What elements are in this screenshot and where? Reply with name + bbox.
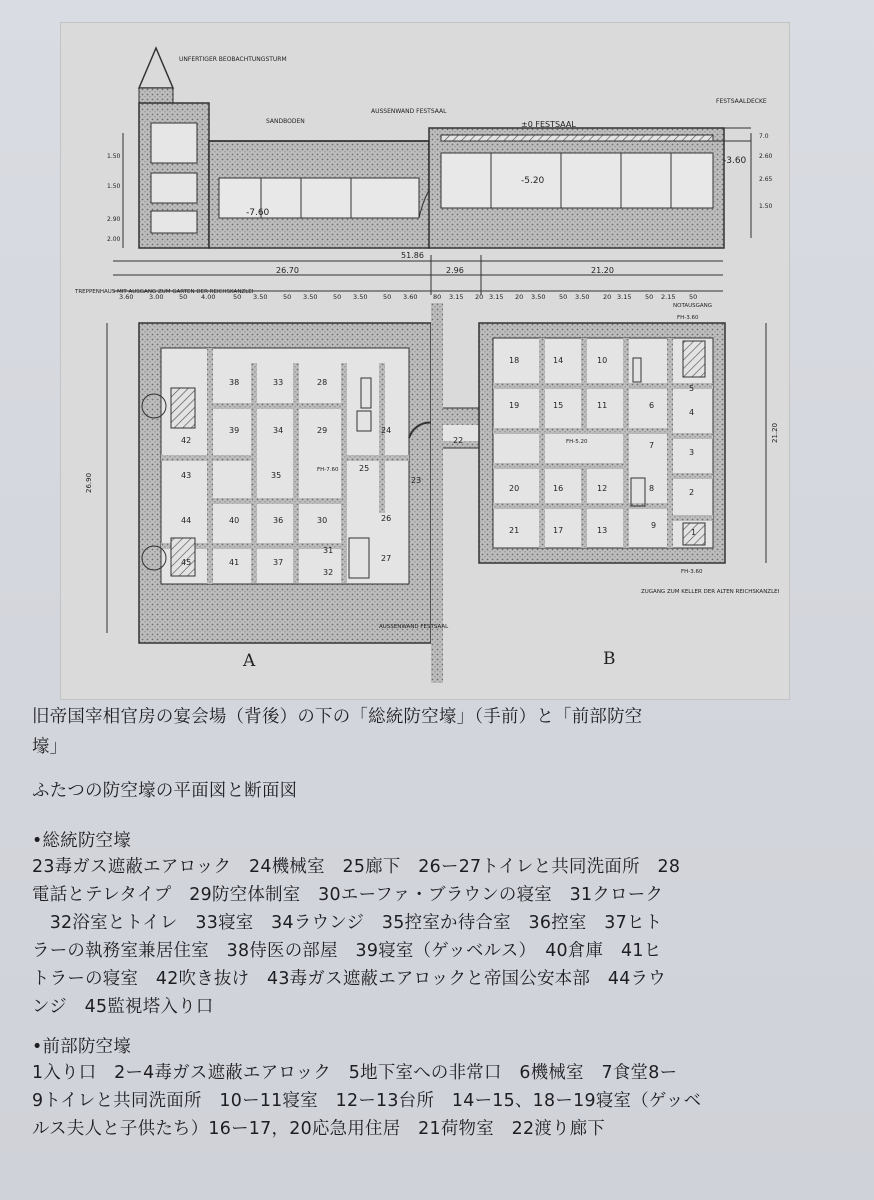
room-6: 6 [649,401,655,410]
dim-right-block: 21.20 [591,266,614,275]
room-42: 42 [181,436,192,445]
dim-a-5: 3.50 [253,293,268,301]
level-label-a: -7.60 [246,208,270,218]
room-17: 17 [553,526,564,535]
legend-line: ルス夫人と子供たち）16ー17，20応急用住居 21荷物室 22渡り廊下 [32,1119,606,1139]
bunker-floor-plan-figure [60,22,790,700]
room-8: 8 [649,484,655,493]
section-view [123,48,751,248]
room-11: 11 [597,401,608,410]
room-3: 3 [689,448,695,457]
room-39: 39 [229,426,240,435]
dim-b-0: 80 [433,293,442,301]
fh-a-label: FH-3.60 [677,315,699,321]
room-5: 5 [689,384,695,393]
plan-a-letter: A [243,651,256,671]
section-heading-fuehrerbunker: •総統防空壕 [32,831,132,851]
room-36: 36 [273,516,284,525]
room-30: 30 [317,516,328,525]
room-26: 26 [381,514,392,523]
room-34: 34 [273,426,284,435]
room-12: 12 [597,484,608,493]
room-40: 40 [229,516,240,525]
dim-right-0: 7.0 [759,133,769,140]
room-1: 1 [691,528,697,537]
dim-b-4: 20 [515,293,524,301]
room-23: 23 [411,476,422,485]
room-16: 16 [553,484,564,493]
treppenhaus-label: TREPPENHAUS MIT AUSGANG ZUM GARTEN DER REICHSKANZLEI [75,289,254,295]
room-2: 2 [689,488,695,497]
room-18: 18 [509,356,520,365]
dim-right-1: 2.60 [759,153,773,160]
legend-line: 9トイレと共同洗面所 10ー11寝室 12ー13台所 14ー15、18ー19寝室（ゲッベ [32,1091,702,1111]
legend-line: ンジ 45監視塔入り口 [32,997,214,1017]
dim-a-3: 4.00 [201,293,216,301]
legend-line: 23毒ガス遮蔽エアロック 24機械室 25廊下 26ー27トイレと共同洗面所 28 [32,857,681,877]
dim-middle: 2.96 [446,266,464,275]
dim-a-6: 50 [283,293,292,301]
room-31: 31 [323,546,334,555]
legend-line: トラーの寝室 42吹き抜け 43毒ガス遮蔽エアロックと帝国公安本部 44ラウ [32,969,666,989]
dim-right-2: 2.65 [759,176,773,183]
caption-line-1: 旧帝国宰相官房の宴会場（背後）の下の「総統防空壕」（手前）と「前部防空 [32,707,643,727]
aussenwand-top-label: AUSSENWAND FESTSAAL [371,108,447,115]
dim-left-block: 26.70 [276,266,299,275]
fh-bottom-label: FH-3.60 [681,569,703,575]
dim-b-8: 20 [603,293,612,301]
room-28: 28 [317,378,328,387]
dim-a-10: 50 [383,293,392,301]
dim-b-2: 20 [475,293,484,301]
room-15: 15 [553,401,564,410]
dim-a-9: 3.50 [353,293,368,301]
room-38: 38 [229,378,240,387]
dim-right-3: 1.50 [759,203,773,210]
room-37: 37 [273,558,284,567]
room-33: 33 [273,378,284,387]
right-vertical-dim: 21.20 [771,422,779,443]
dim-b-11: 2.15 [661,293,676,301]
legend-line: 電話とテレタイプ 29防空体制室 30エーファ・ブラウンの寝室 31クローク [32,885,664,905]
observation-tower-label: UNFERTIGER BEOBACHTUNGSTURM [179,56,287,63]
fh-left-label: FH-7.60 [317,467,339,473]
caption-line-2: 壕」 [32,737,68,757]
festsaal-label: ±0 FESTSAAL [521,120,576,129]
festsaaldecke-label: FESTSAALDECKE [716,98,767,105]
level-label-c: -3.60 [723,156,747,166]
dim-a-8: 50 [333,293,342,301]
room-44: 44 [181,516,192,525]
room-22: 22 [453,436,464,445]
section-heading-vorbunker: •前部防空壕 [32,1037,132,1057]
room-4: 4 [689,408,695,417]
room-25: 25 [359,464,370,473]
room-20: 20 [509,484,520,493]
dim-left-0: 2.00 [107,236,121,243]
room-45: 45 [181,558,192,567]
room-9: 9 [651,521,657,530]
room-24: 24 [381,426,392,435]
zugang-label: ZUGANG ZUM KELLER DER ALTEN REICHSKANZLEI [641,589,780,595]
dim-b-12: 50 [689,293,698,301]
dim-b-9: 3.15 [617,293,632,301]
dim-left-3: 1.50 [107,153,121,160]
room-29: 29 [317,426,328,435]
dim-b-3: 3.15 [489,293,504,301]
sandboden-label: SANDBODEN [266,118,305,125]
dim-a-1: 3.00 [149,293,164,301]
room-43: 43 [181,471,192,480]
notausgang-label: NOTAUSGANG [673,303,713,309]
dim-b-1: 3.15 [449,293,464,301]
legend-line: 1入り口 2ー4毒ガス遮蔽エアロック 5地下室への非常口 6機械室 7食堂8ー [32,1063,678,1083]
plan-a-bunker [139,323,451,643]
level-label-b: -5.20 [521,176,545,186]
room-35: 35 [271,471,282,480]
legend-line: ラーの執務室兼居住室 38侍医の部屋 39寝室（ゲッベルス） 40倉庫 41ヒ [32,941,662,961]
room-32: 32 [323,568,334,577]
room-13: 13 [597,526,608,535]
fh-center-label: FH-5.20 [566,439,588,445]
dim-total: 51.86 [401,251,424,260]
dim-left-1: 2.90 [107,216,121,223]
room-21: 21 [509,526,520,535]
dim-b-5: 3.50 [531,293,546,301]
aussenwand-bottom-label: AUSSENWAND FESTSAAL [379,624,449,630]
dim-b-6: 50 [559,293,568,301]
dim-b-10: 50 [645,293,654,301]
floor-plan-drawing [61,23,789,699]
room-10: 10 [597,356,608,365]
dim-a-11: 3.60 [403,293,418,301]
dim-b-7: 3.50 [575,293,590,301]
room-27: 27 [381,554,392,563]
legend-line: 32浴室とトイレ 33寝室 34ラウンジ 35控室か待合室 36控室 37ヒト [32,913,663,933]
figure-subtitle: ふたつの防空壕の平面図と断面図 [32,781,298,801]
plan-b-letter: B [603,649,616,669]
dimension-row-b [433,293,697,301]
room-14: 14 [553,356,564,365]
dim-left-2: 1.50 [107,183,121,190]
left-vertical-dim: 26.90 [85,472,93,493]
dim-a-4: 50 [233,293,242,301]
dim-a-2: 50 [179,293,188,301]
room-19: 19 [509,401,520,410]
room-7: 7 [649,441,655,450]
dim-a-0: 3.60 [119,293,134,301]
dim-a-7: 3.50 [303,293,318,301]
room-41: 41 [229,558,240,567]
